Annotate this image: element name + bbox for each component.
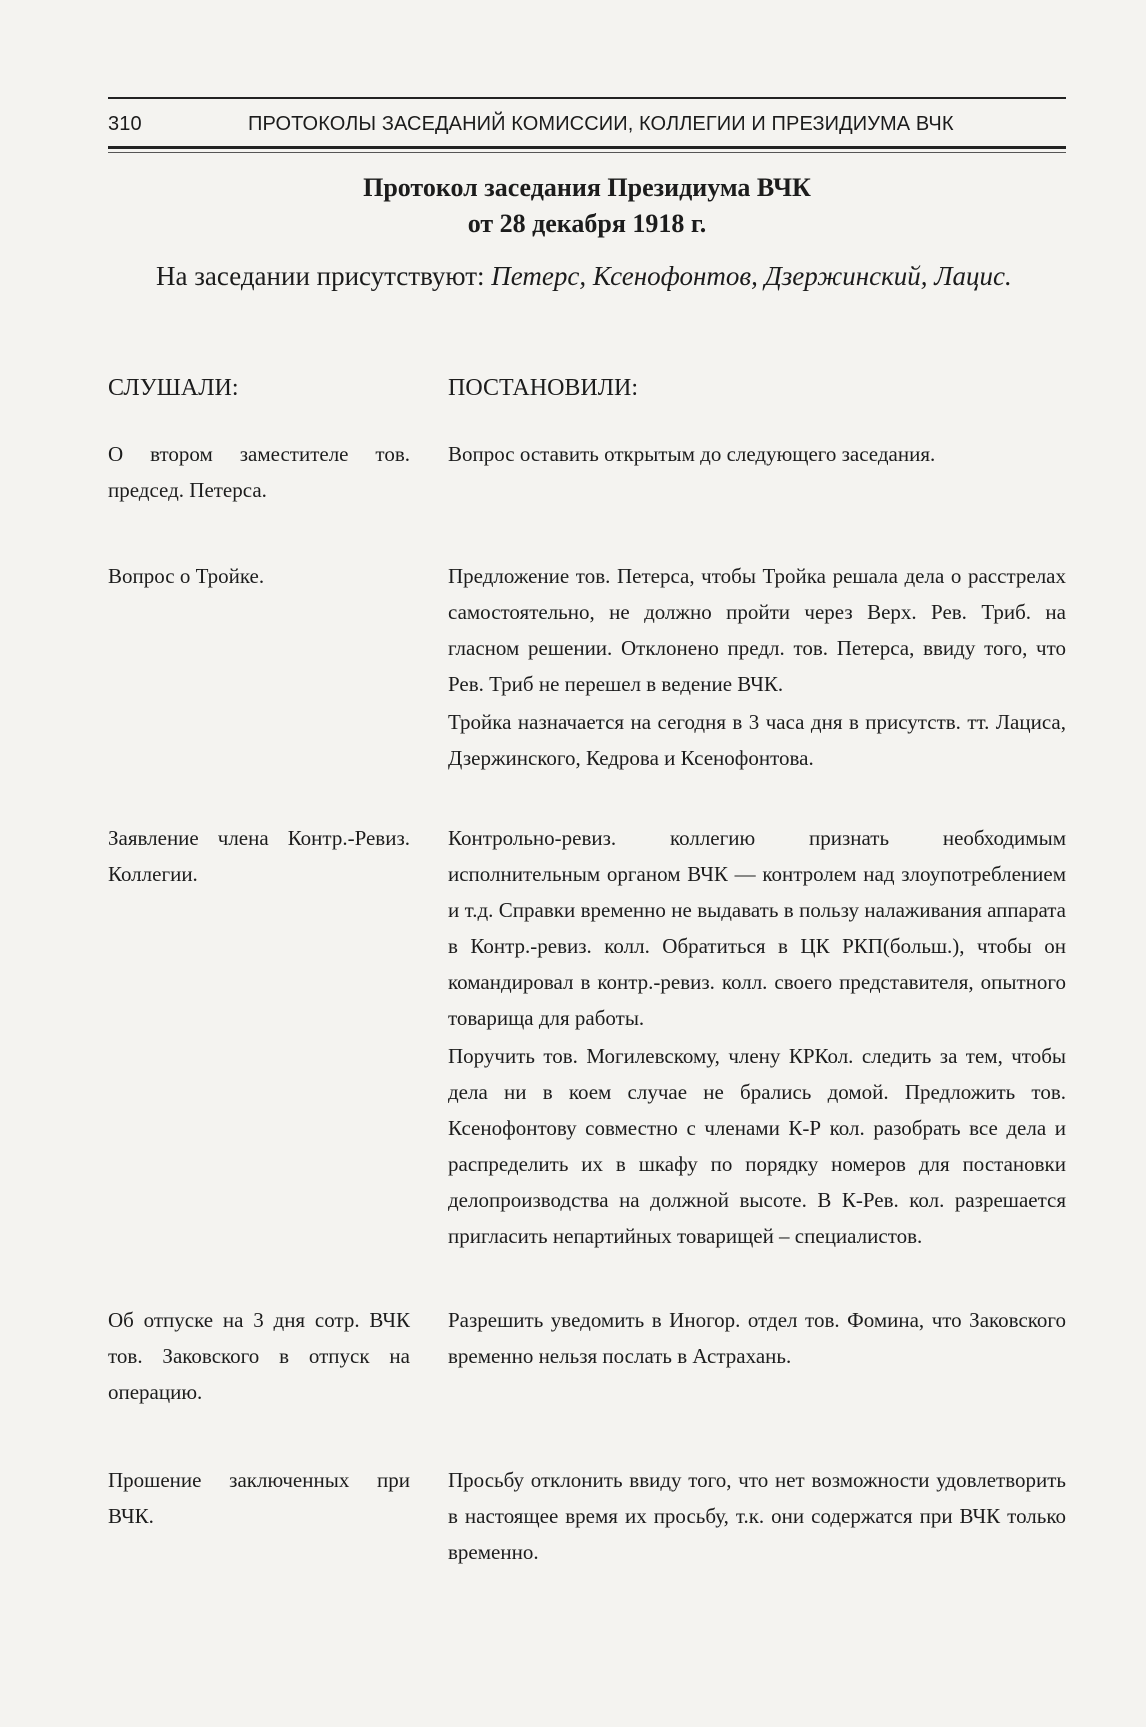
attendance-line xyxy=(108,253,1066,299)
running-title: ПРОТОКОЛЫ ЗАСЕДАНИЙ КОМИССИИ, КОЛЛЕГИИ И ПРЕЗИДИУМА ВЧК xyxy=(248,113,954,135)
protocol-items xyxy=(108,436,1066,1570)
protocol-item xyxy=(108,1462,1066,1570)
resolved-paragraph: Просьбу отклонить ввиду того, что нет возможности удовлетворить в настоящее время их просьбу, т.к. они содержатся при ВЧК только временно. xyxy=(448,1468,1066,1564)
heard-text: О втором заместителе тов. председ. Петерса. xyxy=(108,442,410,502)
title-line-1: Протокол заседания Президиума ВЧК xyxy=(363,173,811,202)
heard-text: Заявление члена Контр.-Ревиз. Коллегии. xyxy=(108,826,410,886)
resolved-paragraph: Тройка назначается на сегодня в 3 часа дня в присутств. тт. Лациса, Дзержинского, Кедрова и Ксенофонтова. xyxy=(448,710,1066,770)
resolved-column-heading: ПОСТАНОВИЛИ: xyxy=(448,375,639,401)
resolved-text xyxy=(448,558,1066,776)
page-number: 310 xyxy=(108,113,142,135)
resolved-paragraph: Разрешить уведомить в Иногор. отдел тов. Фомина, что Заковского временно нельзя послать в Астрахань. xyxy=(448,1308,1066,1368)
running-header xyxy=(108,97,1066,153)
resolved-paragraph: Вопрос оставить открытым до следующего заседания. xyxy=(448,442,936,466)
resolved-paragraph: Предложение тов. Петерса, чтобы Тройка решала дела о расстрелах самостоятельно, не должно пройти через Верх. Рев. Триб. на гласном решении. Отклонено предл. тов. Петерса, ввиду того, что Рев. Триб не перешел в ведение ВЧК. xyxy=(448,564,1066,696)
attendance-prefix: На заседании присутствуют: xyxy=(156,261,492,291)
protocol-item xyxy=(108,820,1066,1254)
resolved-paragraph: Поручить тов. Могилевскому, члену КРКол. следить за тем, чтобы дела ни в коем случае не брались домой. Предложить тов. Ксенофонтову совместно с членами К-Р кол. разобрать все дела и распределить их в шкафу по порядку номеров для постановки делопроизводства на должной высоте. В К-Рев. кол. разрешается пригласить непартийных товарищей – специалистов. xyxy=(448,1044,1066,1248)
resolved-text xyxy=(448,436,1066,508)
resolved-paragraph: Контрольно-ревиз. коллегию признать необходимым исполнительным органом ВЧК — контролем над злоупотреблением и т.д. Справки временно не выдавать в пользу налаживания аппарата в Контр.-ревиз. колл. Обратиться в ЦК РКП(больш.), чтобы он командировал в контр.-ревиз. колл. своего представителя, опытного товарища для работы. xyxy=(448,826,1066,1030)
resolved-text xyxy=(448,1302,1066,1410)
title-line-2: от 28 декабря 1918 г. xyxy=(467,209,707,238)
attendance-names: Петерс, Ксенофонтов, Дзержинский, Лацис. xyxy=(491,261,1012,291)
heard-text: Вопрос о Тройке. xyxy=(108,564,265,588)
protocol-item xyxy=(108,436,1066,508)
protocol-item xyxy=(108,558,1066,776)
heard-text: Прошение заключенных при ВЧК. xyxy=(108,1468,410,1528)
protocol-item xyxy=(108,1302,1066,1410)
resolved-text xyxy=(448,820,1066,1254)
document-title xyxy=(108,170,1066,242)
heard-column-heading: СЛУШАЛИ: xyxy=(108,375,239,401)
header-rule xyxy=(108,146,1066,149)
heard-text: Об отпуске на 3 дня сотр. ВЧК тов. Заковского в отпуск на операцию. xyxy=(108,1308,410,1404)
resolved-text xyxy=(448,1462,1066,1570)
header-rule-thin xyxy=(108,152,1066,153)
